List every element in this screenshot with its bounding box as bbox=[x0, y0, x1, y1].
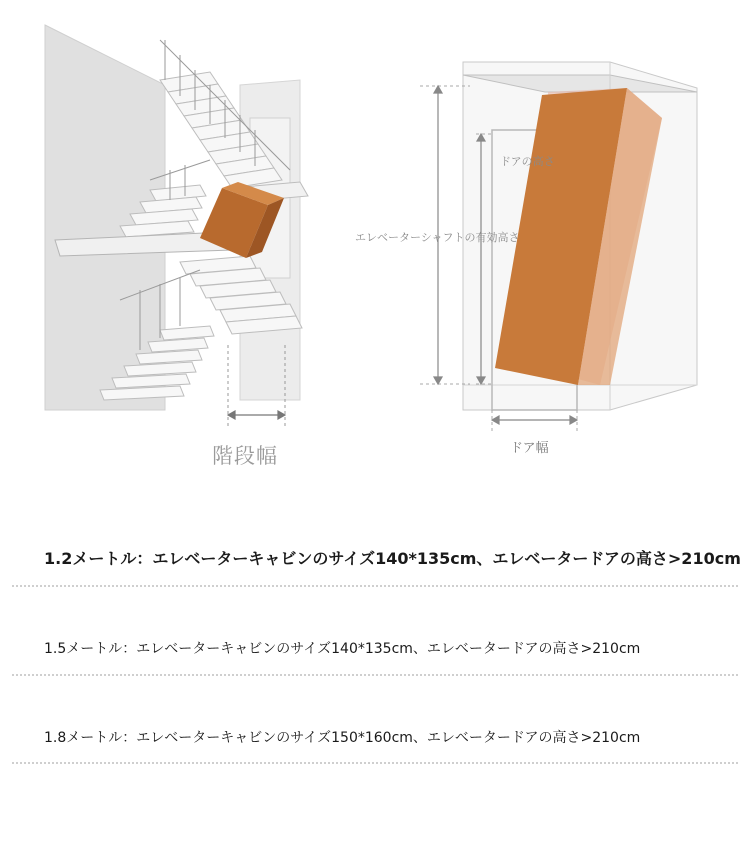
stair-width-arrow bbox=[228, 411, 285, 419]
door-width-arrow bbox=[492, 416, 577, 424]
stairwell-illustration bbox=[45, 25, 308, 428]
shaft-height-label: エレベーターシャフトの有効高さ bbox=[355, 231, 520, 244]
stair-width-label: 階段幅 bbox=[212, 444, 278, 468]
divider bbox=[12, 762, 738, 764]
spec-line-1-8m: 1.8メートル：エレベーターキャビンのサイズ150*160cm、エレベータードアの高さ>210cm bbox=[44, 730, 641, 746]
door-height-label: ドアの高さ bbox=[500, 155, 555, 168]
elevator-shaft-illustration bbox=[420, 62, 697, 432]
divider bbox=[12, 585, 738, 587]
spec-line-1-5m: 1.5メートル：エレベーターキャビンのサイズ140*135cm、エレベータードアの高さ>210cm bbox=[44, 641, 641, 657]
spec-line-1-2m: 1.2メートル：エレベーターキャビンのサイズ140*135cm、エレベータードアの高さ>210cm bbox=[44, 549, 741, 568]
divider bbox=[12, 674, 738, 676]
door-width-label: ドア幅 bbox=[510, 441, 549, 456]
